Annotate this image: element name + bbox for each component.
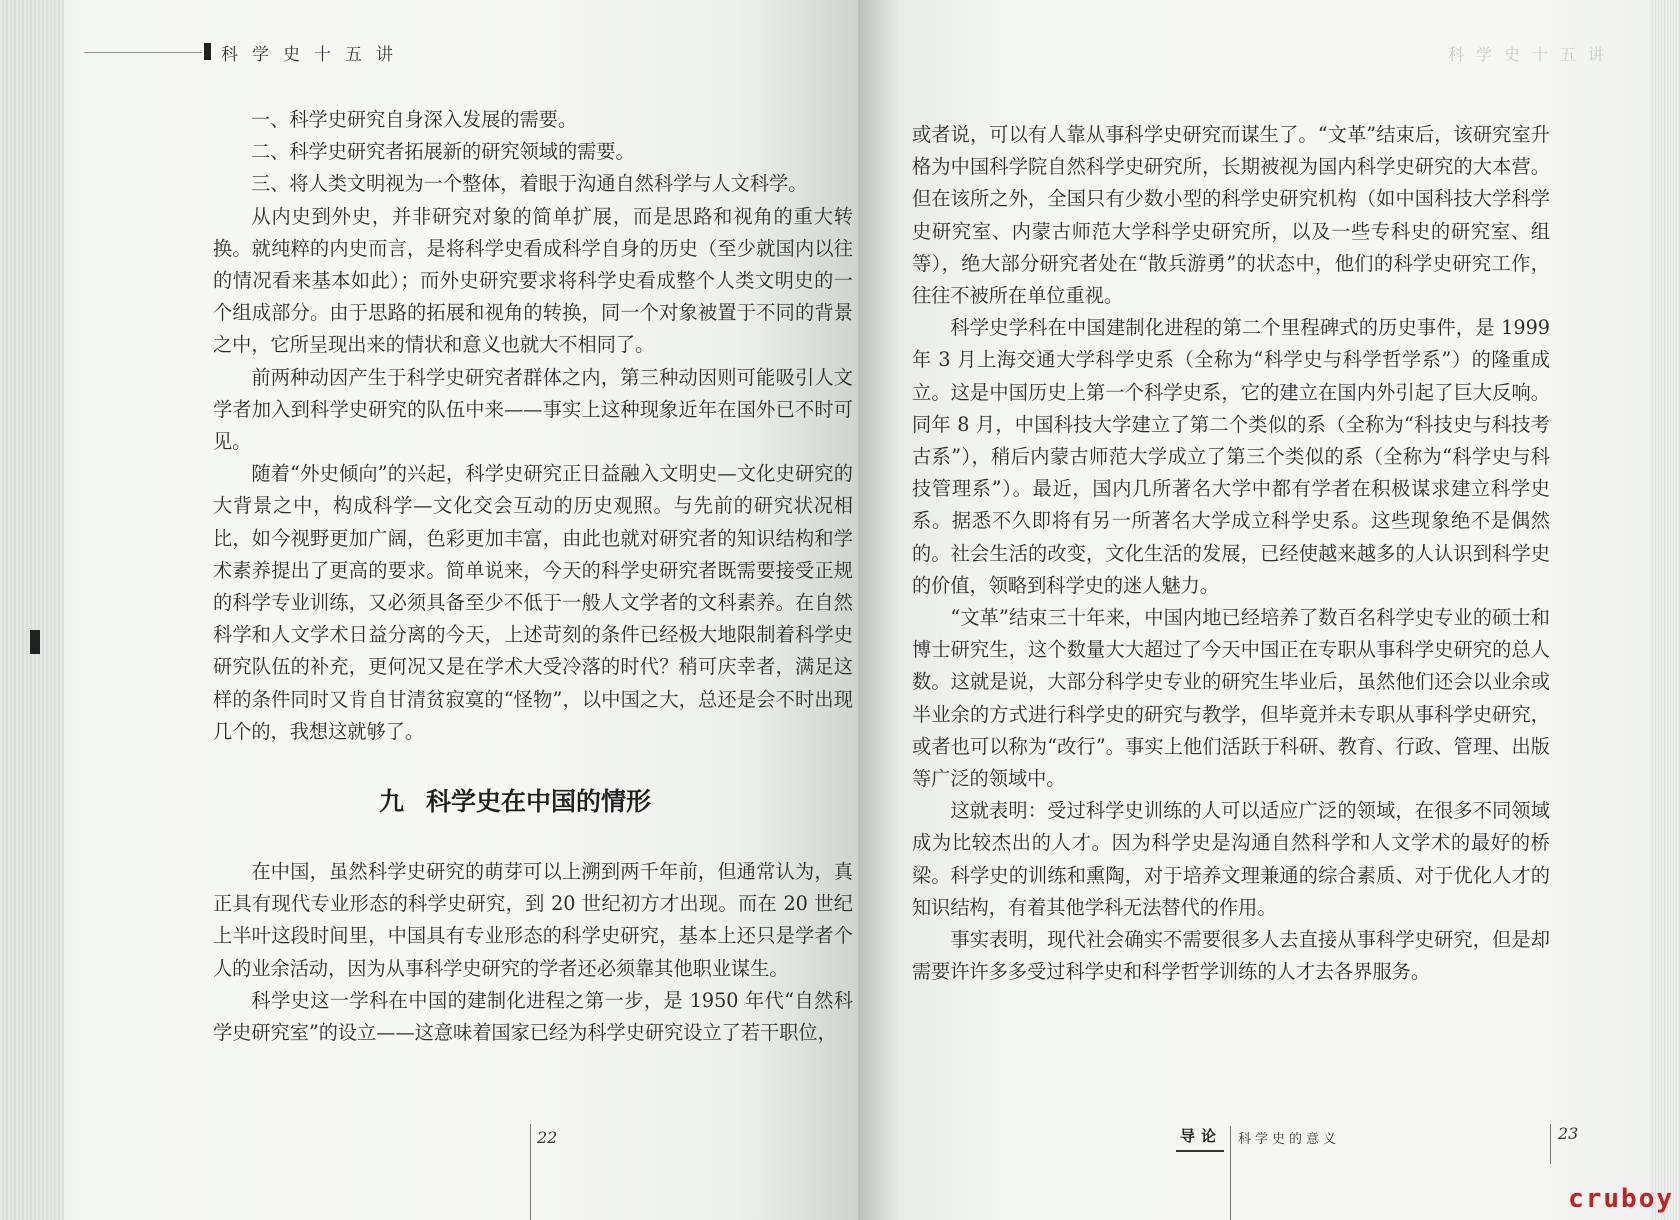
running-head: 科学史十五讲 xyxy=(221,45,407,65)
paragraph: 事实表明，现代社会确实不需要很多人去直接从事科学史研究，但是却需要许许多多受过科学史和科学哲学训练的人才去各界服务。 xyxy=(912,928,1550,984)
folio-rule xyxy=(1550,1124,1551,1164)
ghost-running-head: 科学史十五讲 xyxy=(1447,45,1616,64)
footer-chapter-tag: 导论 xyxy=(1180,1127,1223,1145)
page-edges xyxy=(0,0,64,1220)
page-number: 23 xyxy=(1558,1124,1579,1143)
footer-underline xyxy=(1176,1150,1224,1152)
running-head-rule xyxy=(84,52,202,53)
page-edges-right xyxy=(1650,0,1680,1220)
footer-subtitle: 科学史的意义 xyxy=(1238,1132,1341,1147)
footer-divider xyxy=(1230,1126,1231,1220)
watermark: cruboy xyxy=(1568,1184,1674,1214)
page-number: 22 xyxy=(537,1128,558,1147)
paragraph: 这就表明：受过科学史训练的人可以适应广泛的领域，在很多不同领域成为比较杰出的人才。因为科学史是沟通自然科学和人文学术的最好的桥梁。科学史的训练和熏陶，对于培养文理兼通的综合素质、对于优化人才的知识结构，有着其他学科无法替代的作用。 xyxy=(912,799,1550,919)
list-item: 二、科学史研究者拓展新的研究领域的需要。 xyxy=(251,140,635,164)
edge-mark xyxy=(30,630,40,654)
folio-rule xyxy=(530,1124,531,1220)
list-item: 三、将人类文明视为一个整体，着眼于沟通自然科学与人文科学。 xyxy=(251,172,808,196)
paragraph: “文革”结束三十年来，中国内地已经培养了数百名科学史专业的硕士和博士研究生，这个数量大大超过了今天中国正在专职从事科学史研究的总人数。这就是说，大部分科学史专业的研究生毕业后，虽然他们还会以业余或半业余的方式进行科学史的研究与教学，但毕竟并未专职从事科学史研究，或者也可以称为“改行”。事实上他们活跃于科研、教育、行政、管理、出版等广泛的领域中。 xyxy=(912,606,1550,791)
paragraph: 或者说，可以有人靠从事科学史研究而谋生了。“文革”结束后，该研究室升格为中国科学院自然科学史研究所，长期被视为国内科学史研究的大本营。但在该所之外，全国只有少数小型的科学史研究机构（如中国科技大学科学史研究室、内蒙古师范大学科学史研究所，以及一些专科史的研究室、组等），绝大部分研究者处在“散兵游勇”的状态中，他们的科学史研究工作，往往不被所在单位重视。 xyxy=(912,123,1550,308)
section-title: 科学史在中国的情形 xyxy=(426,787,652,817)
paragraph: 前两种动因产生于科学史研究者群体之内，第三种动因则可能吸引人文学者加入到科学史研究的队伍中来——事实上这种现象近年在国外已不时可见。 xyxy=(213,365,853,454)
running-head-marker xyxy=(204,43,211,60)
section-heading xyxy=(213,748,853,856)
paragraph: 从内史到外史，并非研究对象的简单扩展，而是思路和视角的重大转换。就纯粹的内史而言，是将科学史看成科学自身的历史（至少就国内以往的情况看来基本如此）；而外史研究要求将科学史看成整个人类文明史的一个组成部分。由于思路的拓展和视角的转换，同一个对象被置于不同的背景之中，它所呈现出来的情状和意义也就大不相同了。 xyxy=(213,204,853,357)
paragraph: 随着“外史倾向”的兴起，科学史研究正日益融入文明史—文化史研究的大背景之中，构成科学—文化交会互动的历史观照。与先前的研究状况相比，如今视野更加广阔，色彩更加丰富，由此也就对研究者的知识结构和学术素养提出了更高的要求。简单说来，今天的科学史研究者既需要接受正规的科学专业训练，又必须具备至少不低于一般人文学者的文科素养。在自然科学和人文学术日益分离的今天，上述苛刻的条件已经极大地限制着科学史研究队伍的补充，更何况又是在学术大受冷落的时代？稍可庆幸者，满足这样的条件同时又肯自甘清贫寂寞的“怪物”，以中国之大，总还是会不时出现几个的，我想这就够了。 xyxy=(213,462,853,743)
section-number: 九 xyxy=(379,787,405,817)
paragraph: 科学史学科在中国建制化进程的第二个里程碑式的历史事件，是 1999 年 3 月上海交通大学科学史系（全称为“科学史与科学哲学系”）的隆重成立。这是中国历史上第一个科学史系，它的建立在国内外引起了巨大反响。同年 8 月，中国科技大学建立了第二个类似的系（全称为“科技史与科技考古系”），稍后内蒙古师范大学成立了第三个类似的系（全称为“科学史与科技管理系”）。最近，国内几所著名大学中都有学者在积极谋求建立科学史系。据悉不久即将有另一所著名大学成立科学史系。这些现象绝不是偶然的。社会生活的改变，文化生活的发展，已经使越来越多的人认识到科学史的价值，领略到科学史的迷人魅力。 xyxy=(912,316,1550,597)
paragraph: 科学史这一学科在中国的建制化进程之第一步，是 1950 年代“自然科学史研究室”的设立——这意味着国家已经为科学史研究设立了若干职位， xyxy=(213,988,853,1045)
paragraph: 在中国，虽然科学史研究的萌芽可以上溯到两千年前，但通常认为，真正具有现代专业形态的科学史研究，到 20 世纪初方才出现。而在 20 世纪上半叶这段时间里，中国具有专业形态的科学史研究，基本上还只是学者个人的业余活动，因为从事科学史研究的学者还必须靠其他职业谋生。 xyxy=(213,860,853,980)
right-page xyxy=(858,0,1680,1220)
left-text-block xyxy=(213,104,853,1049)
list-item: 一、科学史研究自身深入发展的需要。 xyxy=(251,108,578,131)
right-text-block xyxy=(912,119,1550,988)
